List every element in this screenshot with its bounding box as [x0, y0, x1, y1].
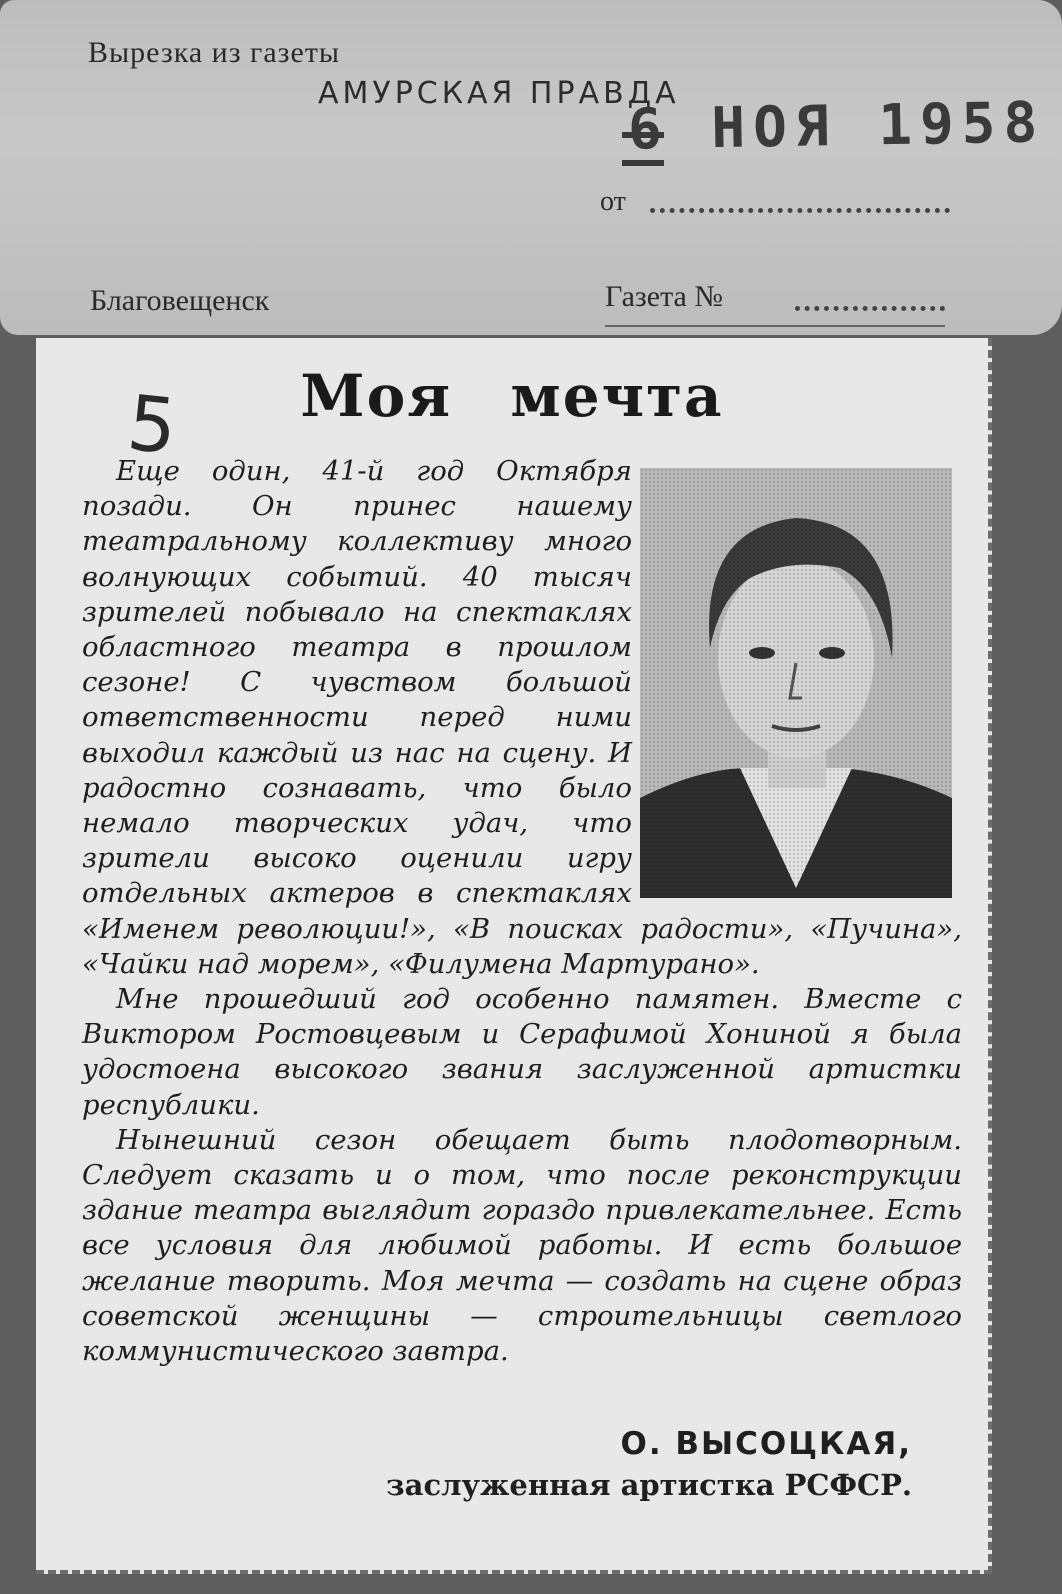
date-dotted-line	[650, 208, 950, 213]
gazette-number-label: Газета №	[605, 280, 723, 313]
newspaper-label-slip	[0, 0, 1062, 335]
gazette-underline	[605, 325, 945, 327]
article-title: Моя мечта	[300, 362, 724, 430]
article-clipping	[36, 338, 992, 1574]
author-title: заслуженная артистка РСФСР.	[386, 1468, 912, 1502]
newspaper-name: АМУРСКАЯ ПРАВДА	[318, 76, 680, 111]
article-paragraph: Еще один, 41-й год Октября позади. Он принес нашему театральному коллективу много волнующих событий. 40 тысяч зрителей побывало на спектаклях областного театра в прошлом сезоне! С чувством большой ответственности перед ними выходил каждый из нас на сцену. И радостно сознавать, что было немало творческих удач, что зрители высоко оценили игру отдельных актеров в спектаклях «Именем революции!», «В поисках радости», «Пучина», «Чайки над морем», «Филумена Мартурано».	[82, 455, 962, 980]
article-body	[82, 454, 962, 1369]
gazette-number-dotted-line	[795, 306, 945, 311]
date-from-label: от	[600, 186, 626, 217]
author-name: О. ВЫСОЦКАЯ,	[620, 1426, 912, 1462]
article-paragraph: Нынешний сезон обещает быть плодотворным. Следует сказать и о том, что после реконструкции здание театра выглядит гораздо привлекательнее. Есть все условия для любимой работы. И есть большое желание творить. Моя мечта — создать на сцене образ советской женщины — строительницы светлого коммунистического завтра.	[82, 1123, 962, 1368]
date-stamp: 6 НОЯ 1958	[627, 90, 1046, 163]
clipping-source-label: Вырезка из газеты	[88, 36, 341, 69]
handwritten-mark: 5	[123, 377, 181, 472]
city-label: Благовещенск	[90, 284, 270, 317]
article-paragraph: Мне прошедший год особенно памятен. Вместе с Виктором Ростовцевым и Серафимой Хониной я была удостоена высокого звания заслуженной артистки республики.	[82, 983, 962, 1121]
